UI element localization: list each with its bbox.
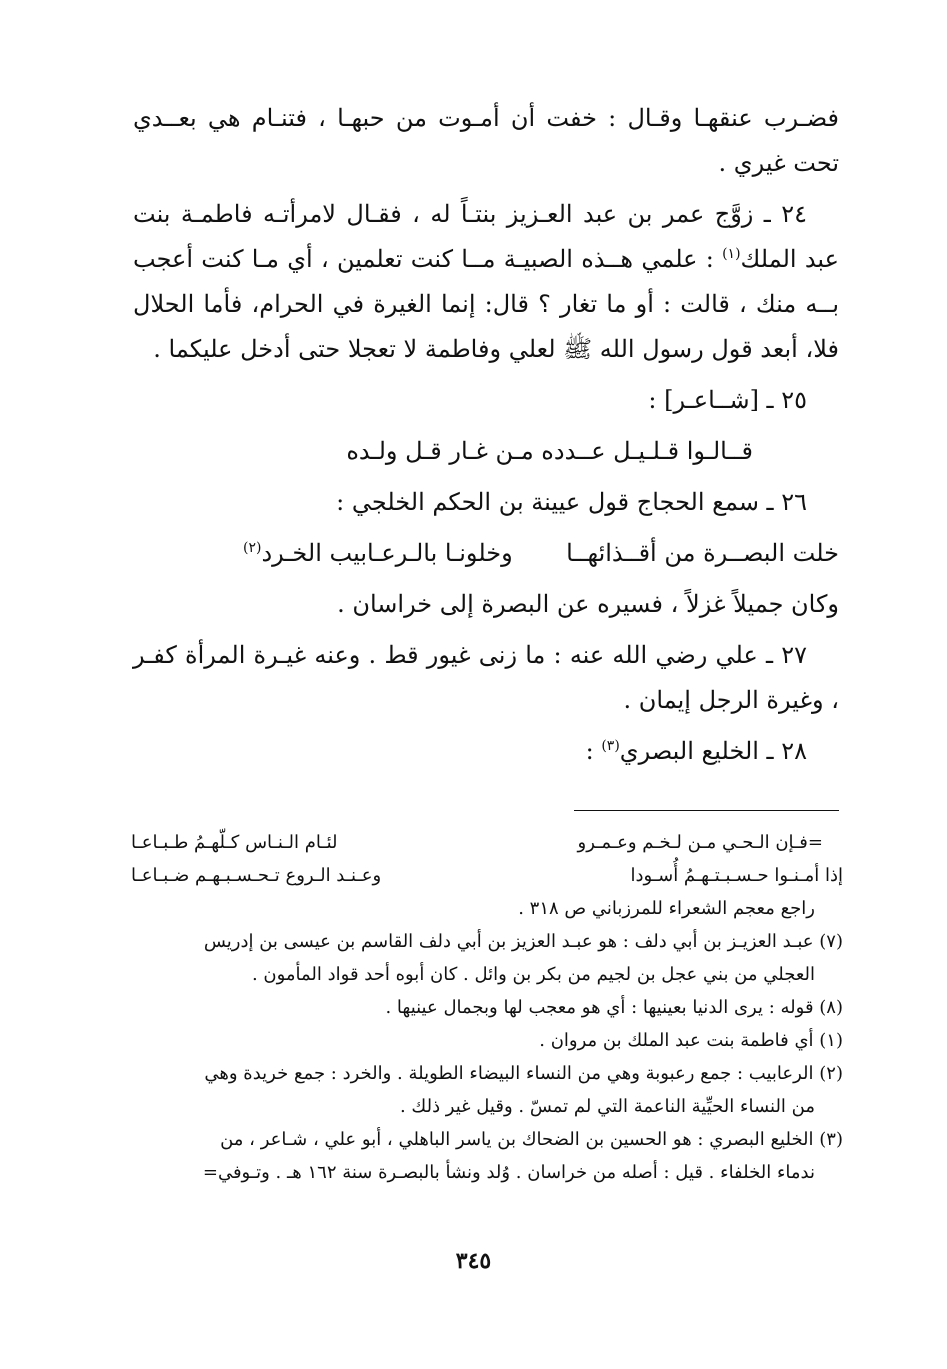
- footnote-verse-2-right: إذا أمـنـوا حـسـبـتـهـمُ أُسـودا: [630, 865, 843, 886]
- verse-2: [133, 531, 839, 576]
- main-text: [133, 96, 839, 774]
- paragraph-24-start: ٢٤ ـ زوَّج عمر بن عبد العـزيز بنتـاً له ، فقـال لامرأتـه فاطمـة بنت عبد الملك: [133, 200, 839, 273]
- footnote-2-line-2: من النساء الحيِّية الناعمة التي لم تمسّ . وقيل غير ذلك .: [399, 1096, 815, 1117]
- footnote-7-line-2: العجلي من بني عجل بن لجيم من بكر بن وائل . كان أبوه أحد قواد المأمون .: [251, 964, 815, 985]
- footnote-verse-1-left: لئـام الـنـاس كـلّهـمُ طـبـاعـا: [131, 832, 338, 853]
- paragraph-28-text: ٢٨ ـ الخليع البصري: [619, 737, 807, 765]
- verse-2-left-text: وخلونـا بالـرعـابيب الخـرد: [261, 539, 513, 567]
- paragraph-26: ٢٦ ـ سمع الحجاج قول عيينة بن الحكم الخلجي :: [336, 488, 807, 516]
- footnotes: [131, 826, 843, 1189]
- paragraph-24-rest: : علمي هــذه الصبيـة مــا كنت تعلمين ، أي مـا كنت أعجب بــه منك ، قالت : أو ما تغار ؟ قال: إنما الغيرة في الحرام، فأما الحلال فلا، أبعد قول رسول الله ﷺ لعلي وفاطمة لا تعجلا حتى أدخل عليكما .: [133, 245, 840, 363]
- footnote-marker-1: (١): [722, 246, 741, 262]
- page-number: ٣٤٥: [455, 1248, 492, 1274]
- paragraph-28-colon: :: [585, 737, 602, 765]
- footnote-3-line-1: (٣) الخليع البصري : هو الحسين بن الضحاك بن ياسر الباهلي ، أبو علي ، شـاعر ، من: [220, 1129, 843, 1150]
- verse-2-left-hemistich: [133, 531, 513, 576]
- footnote-marker-2: (٢): [243, 540, 262, 556]
- paragraph-1: فضـرب عنقهـا وقـال : خفت أن أمـوت من حبهـا ، فتنـام هي بعــدي تحت غيري .: [133, 104, 839, 177]
- verse-2-right-hemistich: خلت البصــرة من أقــذائهــا: [566, 539, 839, 567]
- paragraph-28: [133, 729, 839, 774]
- verse-1: [133, 429, 839, 474]
- paragraph-24: [133, 192, 839, 372]
- footnote-2-line-1: (٢) الرعابيب : جمع رعبوبة وهي من النساء البيضاء الطويلة . والخرد : جمع خريدة وهي: [204, 1063, 843, 1084]
- footnote-divider: [574, 810, 839, 811]
- footnote-verse-2-left: وعـنـد الـروع تـحـسـبـهـم ضـبـاعـا: [131, 865, 382, 886]
- footnote-verse-1: [131, 826, 823, 859]
- footnote-verse-2: [131, 859, 843, 892]
- paragraph-27: ٢٧ ـ علي رضي الله عنه : ما زنى غيور قط . وعنه غيـرة المرأة كفـر ، وغيرة الرجل إيمان .: [133, 641, 839, 714]
- paragraph-25: ٢٥ ـ [شــاعـر] :: [648, 386, 807, 414]
- footnote-1: (١) أي فاطمة بنت عبد الملك بن مروان .: [539, 1030, 843, 1051]
- footnote-reference: راجع معجم الشعراء للمرزباني ص ٣١٨ .: [518, 898, 815, 919]
- footnote-verse-1-right: =فـإن الـحـي مـن لـخـم وعـمـرو: [577, 832, 823, 853]
- footnote-7-line-1: (٧) عبـد العزيـز بن أبي دلف : هو عبـد العزيز بن أبي دلف القاسم بن عيسى بن إدريس: [203, 931, 843, 952]
- footnote-marker-3: (٣): [601, 738, 620, 754]
- verse-1-text: قــالـوا قـلـيـل عــدده مـن غـار قـل ولـده: [346, 437, 753, 465]
- paragraph-26-note: وكان جميلاً غزلاً ، فسيره عن البصرة إلى خراسان .: [337, 590, 839, 618]
- footnote-8: (٨) قوله : يرى الدنيا بعينيها : أي هو معجب لها وبجمال عينيها .: [385, 997, 843, 1018]
- footnote-3-line-2: ندماء الخلفاء . قيل : أصله من خراسان . وُلد ونشأ بالبصـرة سنة ١٦٢ هـ . وتـوفي=: [202, 1162, 815, 1183]
